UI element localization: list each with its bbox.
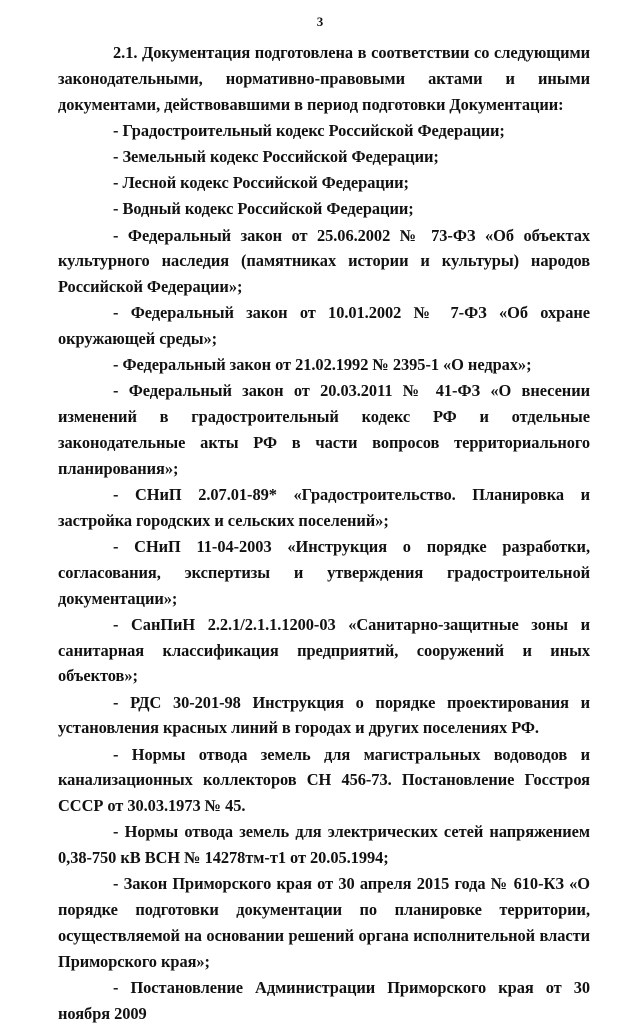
list-item: - Нормы отвода земель для магистральных водоводов и канализационных коллекторов СН 456-73. Постановление Госстроя СССР от 30.03.1973 № 45.	[58, 744, 590, 816]
page-number: 3	[316, 14, 324, 29]
list-item: - Лесной кодекс Российской Федерации;	[113, 173, 409, 193]
list-item: - РДС 30-201-98 Инструкция о порядке проектирования и установления красных линий в городах и других поселениях РФ.	[58, 692, 590, 738]
list-item: - СНиП 11-04-2003 «Инструкция о порядке разработки, согласования, экспертизы и утверждения градостроительной документации»;	[58, 537, 590, 608]
list-item: - Нормы отвода земель для электрических сетей напряжением 0,38-750 кВ ВСН № 14278тм-т1 от 20.05.1994;	[58, 822, 590, 868]
list-item: - Федеральный закон от 25.06.2002 № 73-ФЗ «Об объектах культурного наследия (памятниках истории и культуры) народов Российской Федерации»;	[58, 225, 590, 297]
list-item: - Постановление Администрации Приморского края от 30 ноября 2009	[58, 977, 590, 1023]
list-item: - Градостроительный кодекс Российской Федерации;	[113, 120, 505, 140]
document-body	[58, 40, 590, 1027]
list-item: - СанПиН 2.2.1/2.1.1.1200-03 «Санитарно-защитные зоны и санитарная классификация предприятий, сооружений и иных объектов»;	[58, 614, 590, 686]
list-item: - Закон Приморского края от 30 апреля 2015 года № 610-КЗ «О порядке подготовки документации по планировке территории, осуществляемой на основании решений органа исполнительной власти Приморского края»;	[58, 874, 590, 971]
list-item: - СНиП 2.07.01-89* «Градостроительство. Планировка и застройка городских и сельских поселений»;	[58, 485, 590, 530]
list-item: - Федеральный закон от 21.02.1992 № 2395-1 «О недрах»;	[113, 355, 532, 375]
list-item: - Земельный кодекс Российской Федерации;	[113, 146, 439, 166]
list-item: - Водный кодекс Российской Федерации;	[113, 199, 414, 219]
list-item: - Федеральный закон от 10.01.2002 № 7-ФЗ «Об охране окружающей среды»;	[58, 303, 590, 349]
intro-paragraph: 2.1. Документация подготовлена в соответствии со следующими законодательными, нормативно-правовыми актами и иными документами, действовавшими в период подготовки Документации:	[58, 43, 590, 114]
list-item: - Федеральный закон от 20.03.2011 № 41-ФЗ «О внесении изменений в градостроительный кодекс РФ и отдельные законодательные акты РФ в части вопросов территориального планирования»;	[58, 381, 590, 478]
